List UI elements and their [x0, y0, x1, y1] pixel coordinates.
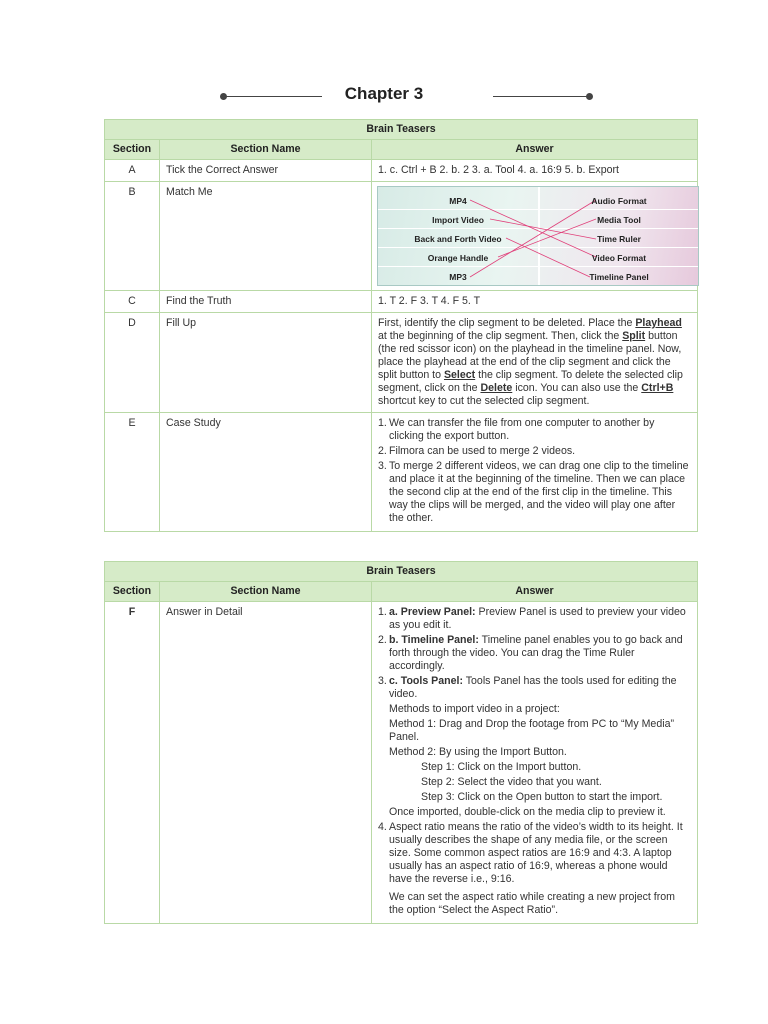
match-line: [470, 200, 596, 257]
aspect-ratio-note: We can set the aspect ratio while creating a new project from the option “Select the Aspect Ratio”.: [389, 891, 675, 916]
section-cell: E: [105, 413, 160, 532]
table-row: [105, 182, 698, 291]
methods-intro: Methods to import video in a project:: [389, 703, 560, 715]
header-section-name: Section Name: [160, 140, 372, 160]
list-item: 2. b. Timeline Panel: Timeline panel enables you to go back and forth through the video. You can drag the Time Ruler accordingly.: [378, 634, 683, 672]
section-name-cell: Case Study: [160, 413, 372, 532]
answer-cell: 1. T 2. F 3. T 4. F 5. T: [372, 291, 698, 313]
section-cell: D: [105, 313, 160, 413]
section-name-cell: Find the Truth: [160, 291, 372, 313]
answer-cell: [372, 413, 698, 532]
header-answer: Answer: [372, 140, 698, 160]
answer-cell: [372, 182, 698, 291]
method-2: Method 2: By using the Import Button.: [389, 746, 567, 758]
method-1: Method 1: Drag and Drop the footage from PC to “My Media” Panel.: [389, 718, 674, 743]
table-title: Brain Teasers: [105, 562, 698, 582]
step-2: Step 2: Select the video that you want.: [421, 776, 602, 788]
answer-cell: 1. c. Ctrl + B 2. b. 2 3. a. Tool 4. a. 16:9 5. b. Export: [372, 160, 698, 182]
answer-cell: [372, 313, 698, 413]
list-item: 2. Filmora can be used to merge 2 videos.: [378, 445, 576, 457]
step-1: Step 1: Click on the Import button.: [421, 761, 582, 773]
match-right-item: Timeline Panel: [589, 272, 649, 282]
match-left-item: Import Video: [432, 215, 484, 225]
right-dot-ornament: [586, 93, 593, 100]
table-row: [105, 291, 698, 313]
header-section-name: Section Name: [160, 582, 372, 602]
table-row: [105, 313, 698, 413]
section-name-cell: Tick the Correct Answer: [160, 160, 372, 182]
header-section: Section: [105, 582, 160, 602]
match-right-item: Video Format: [591, 253, 647, 263]
section-cell: C: [105, 291, 160, 313]
detail-list: [378, 606, 691, 917]
list-item: 1. We can transfer the file from one computer to another by clicking the export button.: [378, 417, 655, 442]
brain-teasers-table-2: [104, 561, 698, 924]
match-left-item: MP3: [449, 272, 467, 282]
brain-teasers-table-1: [104, 119, 698, 532]
header-answer: Answer: [372, 582, 698, 602]
match-left-item: MP4: [449, 196, 467, 206]
match-right-item: Media Tool: [597, 215, 641, 225]
case-study-list: [378, 417, 691, 525]
section-cell: A: [105, 160, 160, 182]
section-cell: F: [105, 602, 160, 924]
step-3: Step 3: Click on the Open button to start the import.: [421, 791, 663, 803]
list-item: 4. Aspect ratio means the ratio of the video’s width to its height. It usually describes the shape of any media file, or the screen size. Some common aspect ratios are 16:9 and 4:3. A laptop usually has an aspect ratio of 16:9, whereas a phone would have the reverse i.e., 9:16. We can set the aspect ratio while creating a new project from the option “Select the Aspect Ratio”.: [378, 821, 691, 917]
once-imported: Once imported, double-click on the media clip to preview it.: [389, 806, 666, 818]
list-item: 3. To merge 2 different videos, we can drag one clip to the timeline and place it at the beginning of the timeline. Then we can place the second clip at the end of the first clip in the timeline. This way the clips will be merged, and the video will play one after the other.: [378, 460, 689, 524]
match-left-item: Orange Handle: [427, 253, 489, 263]
list-item: 3. c. Tools Panel: Tools Panel has the tools used for editing the video. Methods to import video in a project: Method 1: Drag and Drop the footage from PC to “My Media” Panel. Method 2: By using the Import Button. Step 1: Click on the Import button. Step 2: Select the video that you want. Step 3: Click on the Open button to start the import. Once imported, double-click on the media clip to preview it.: [378, 675, 691, 819]
chapter-header: [0, 84, 768, 108]
header-section: Section: [105, 140, 160, 160]
section-cell: B: [105, 182, 160, 291]
match-left-item: Back and Forth Video: [414, 234, 502, 244]
right-rule: [493, 96, 589, 97]
match-right-item: Audio Format: [591, 196, 647, 206]
table-title: Brain Teasers: [105, 120, 698, 140]
section-name-cell: Fill Up: [160, 313, 372, 413]
answer-cell: [372, 602, 698, 924]
chapter-title: Chapter 3: [344, 84, 424, 103]
match-right-item: Time Ruler: [597, 234, 641, 244]
section-name-cell: Match Me: [160, 182, 372, 291]
fill-up-paragraph: First, identify the clip segment to be deleted. Place the Playhead at the beginning of the clip segment. Then, click the Split button (the red scissor icon) on the playhead in the timeline panel. Now, place the playhead at the end of the clip segment and click the split button to Select the clip segment. To delete the selected clip segment, click on the Delete icon. You can also use the Ctrl+B shortcut key to cut the selected clip segment.: [378, 317, 683, 407]
table-row: [105, 413, 698, 532]
table-row: [105, 160, 698, 182]
table-row: [105, 602, 698, 924]
section-name-cell: Answer in Detail: [160, 602, 372, 924]
match-diagram: [377, 186, 699, 286]
list-item: 1. a. Preview Panel: Preview Panel is used to preview your video as you edit it.: [378, 606, 686, 631]
